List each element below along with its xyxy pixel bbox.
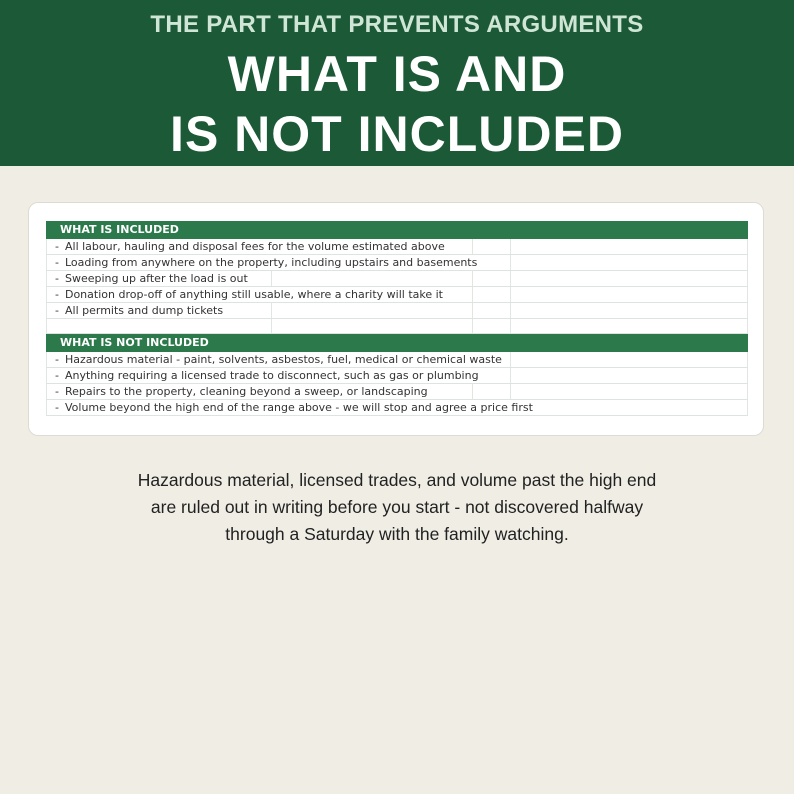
not-included-item-text: Anything requiring a licensed trade to disconnect, such as gas or plumbing (64, 369, 479, 382)
headline-line-2: IS NOT INCLUDED (170, 106, 624, 162)
not-included-row (46, 352, 748, 368)
bullet-dash: - (55, 288, 59, 301)
banner-kicker: THE PART THAT PREVENTS ARGUMENTS (150, 11, 644, 38)
caption-paragraph (0, 467, 794, 548)
included-row (46, 255, 748, 271)
caption-line-2: are ruled out in writing before you start - not discovered halfway (150, 497, 644, 517)
bullet-dash: - (55, 369, 59, 382)
bullet-dash: - (55, 385, 59, 398)
caption-line-1: Hazardous material, licensed trades, and volume past the high end (137, 470, 657, 490)
not-included-item-text: Repairs to the property, cleaning beyond a sweep, or landscaping (64, 385, 428, 398)
headline-line-1: WHAT IS AND (227, 46, 567, 102)
not-included-item-text: Hazardous material - paint, solvents, asbestos, fuel, medical or chemical waste (64, 353, 502, 366)
included-row (46, 271, 748, 287)
included-row (46, 239, 748, 255)
included-item-text: All permits and dump tickets (64, 304, 224, 317)
not-included-row (46, 368, 748, 384)
not-included-section-header: WHAT IS NOT INCLUDED (46, 334, 748, 352)
bullet-dash: - (55, 304, 59, 317)
included-row (46, 287, 748, 303)
caption-line-3: through a Saturday with the family watching. (225, 524, 569, 544)
bullet-dash: - (55, 272, 59, 285)
not-included-row (46, 384, 748, 400)
included-item-text: Sweeping up after the load is out (64, 272, 248, 285)
title-banner (0, 0, 794, 166)
scope-card (28, 202, 764, 436)
bullet-dash: - (55, 240, 59, 253)
not-included-item-text: Volume beyond the high end of the range above - we will stop and agree a price first (64, 401, 533, 414)
included-item-text: Donation drop-off of anything still usable, where a charity will take it (64, 288, 443, 301)
included-item-text: All labour, hauling and disposal fees for the volume estimated above (64, 240, 445, 253)
included-section-header: WHAT IS INCLUDED (46, 221, 748, 239)
bullet-dash: - (55, 401, 59, 414)
bullet-dash: - (55, 353, 59, 366)
empty-row (46, 319, 748, 334)
included-item-text: Loading from anywhere on the property, including upstairs and basements (64, 256, 478, 269)
scope-spreadsheet (46, 221, 748, 416)
bullet-dash: - (55, 256, 59, 269)
not-included-row (46, 400, 748, 416)
included-row (46, 303, 748, 319)
